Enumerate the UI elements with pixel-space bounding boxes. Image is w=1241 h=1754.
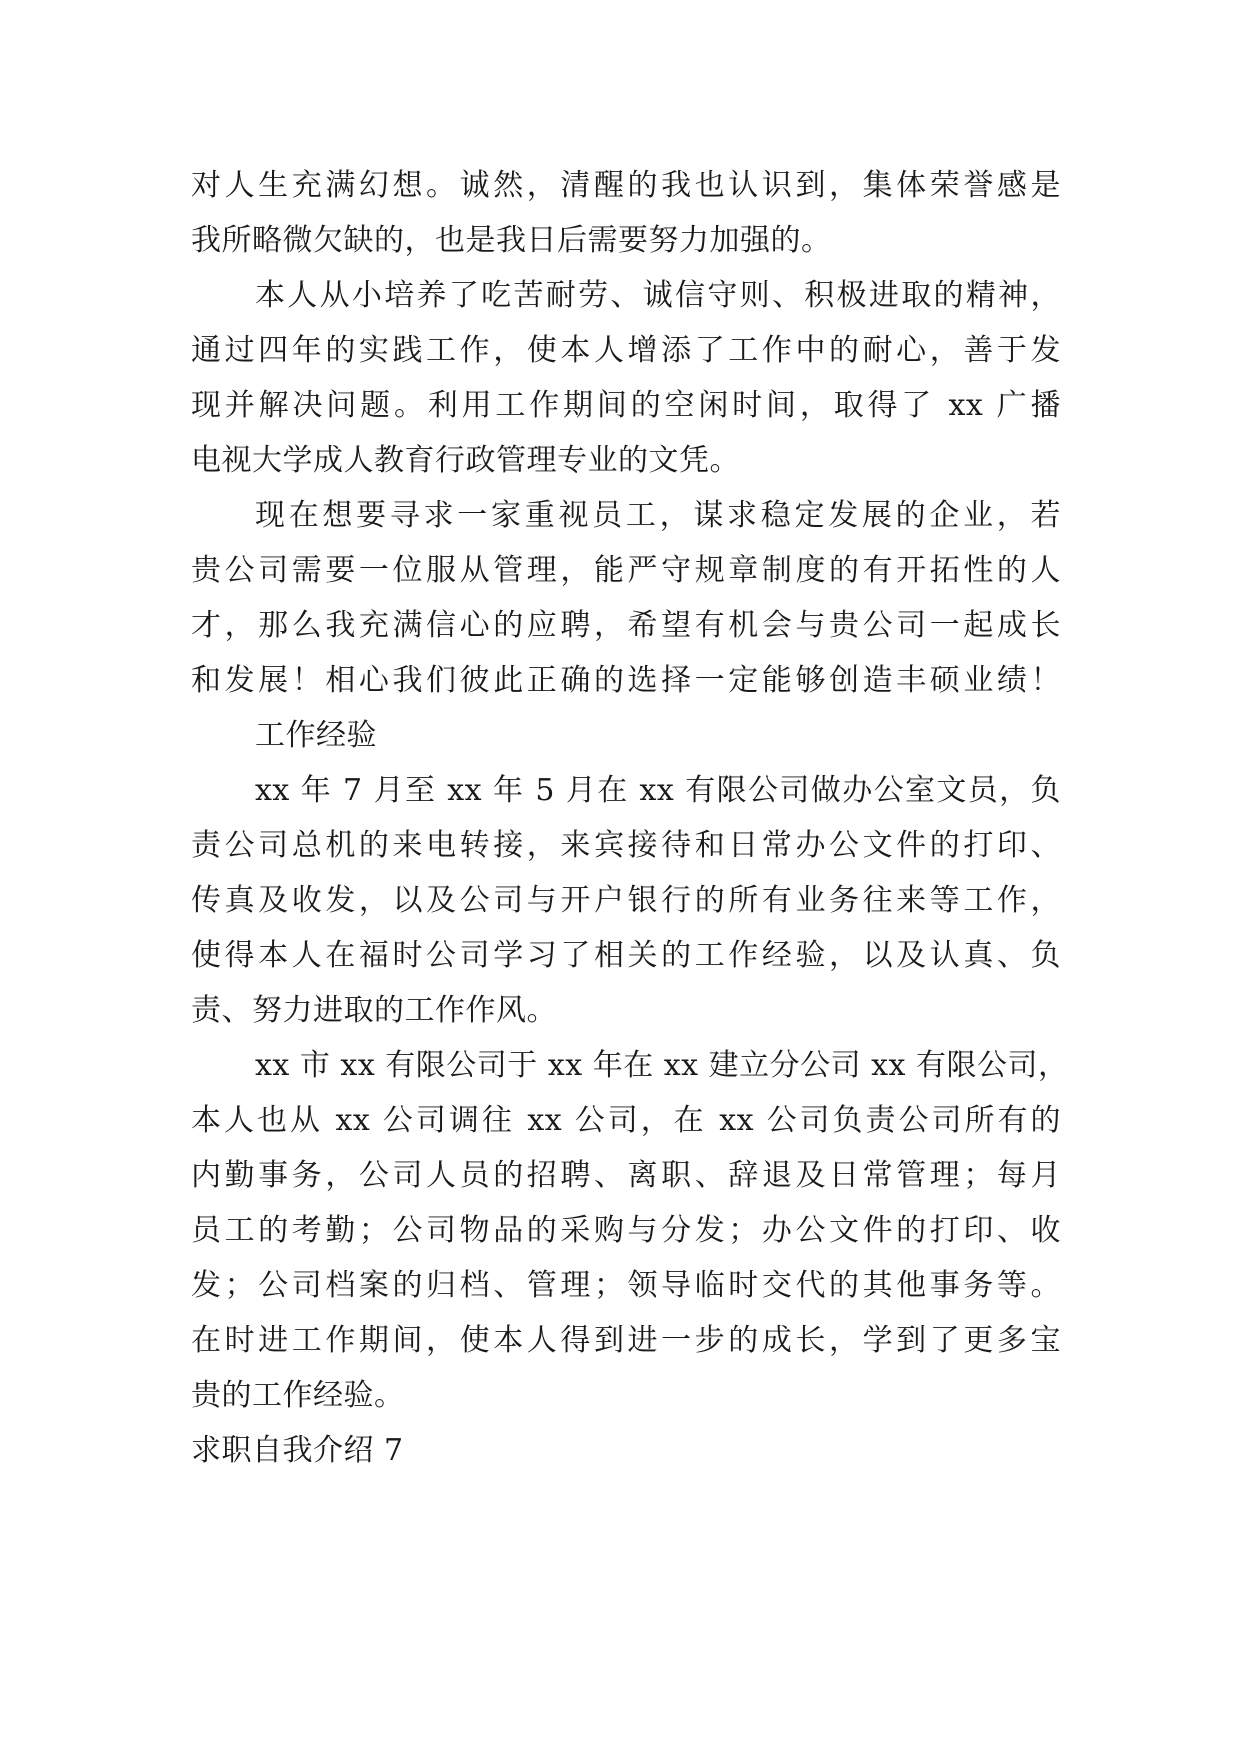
section-heading: 工作经验: [255, 718, 377, 753]
text-line: 才，那么我充满信心的应聘，希望有机会与贵公司一起成长: [191, 608, 1061, 643]
text-line: 责公司总机的来电转接，来宾接待和日常办公文件的打印、: [191, 828, 1061, 863]
text-line: 内勤事务，公司人员的招聘、离职、辞退及日常管理；每月: [191, 1158, 1061, 1193]
section-title: 求职自我介绍 7: [191, 1433, 404, 1468]
text-line: 本人也从 xx 公司调往 xx 公司，在 xx 公司负责公司所有的: [191, 1103, 1061, 1138]
paragraph-first-line: 现在想要寻求一家重视员工，谋求稳定发展的企业，若: [255, 498, 1061, 533]
text-line: 员工的考勤；公司物品的采购与分发；办公文件的打印、收: [191, 1213, 1061, 1248]
text-line: 对人生充满幻想。诚然，清醒的我也认识到，集体荣誉感是: [191, 168, 1061, 203]
text-line: 传真及收发，以及公司与开户银行的所有业务往来等工作，: [191, 883, 1061, 918]
text-line: 责、努力进取的工作作风。: [191, 993, 557, 1028]
text-line: 我所略微欠缺的，也是我日后需要努力加强的。: [191, 223, 832, 258]
text-line: 在时进工作期间，使本人得到进一步的成长，学到了更多宝: [191, 1323, 1061, 1358]
paragraph-first-line: xx 市 xx 有限公司于 xx 年在 xx 建立分公司 xx 有限公司，: [255, 1048, 1069, 1083]
text-line: 现并解决问题。利用工作期间的空闲时间，取得了 xx 广播: [191, 388, 1061, 423]
text-line: 贵的工作经验。: [191, 1378, 405, 1413]
text-line: 电视大学成人教育行政管理专业的文凭。: [191, 443, 740, 478]
text-line: 和发展！相心我们彼此正确的选择一定能够创造丰硕业绩！: [191, 663, 1061, 698]
paragraph-first-line: xx 年 7 月至 xx 年 5 月在 xx 有限公司做办公室文员，负: [255, 773, 1061, 808]
text-line: 贵公司需要一位服从管理，能严守规章制度的有开拓性的人: [191, 553, 1061, 588]
text-line: 通过四年的实践工作，使本人增添了工作中的耐心，善于发: [191, 333, 1061, 368]
text-line: 使得本人在福时公司学习了相关的工作经验，以及认真、负: [191, 938, 1061, 973]
text-line: 发；公司档案的归档、管理；领导临时交代的其他事务等。: [191, 1268, 1061, 1303]
paragraph-first-line: 本人从小培养了吃苦耐劳、诚信守则、积极进取的精神，: [255, 278, 1061, 313]
